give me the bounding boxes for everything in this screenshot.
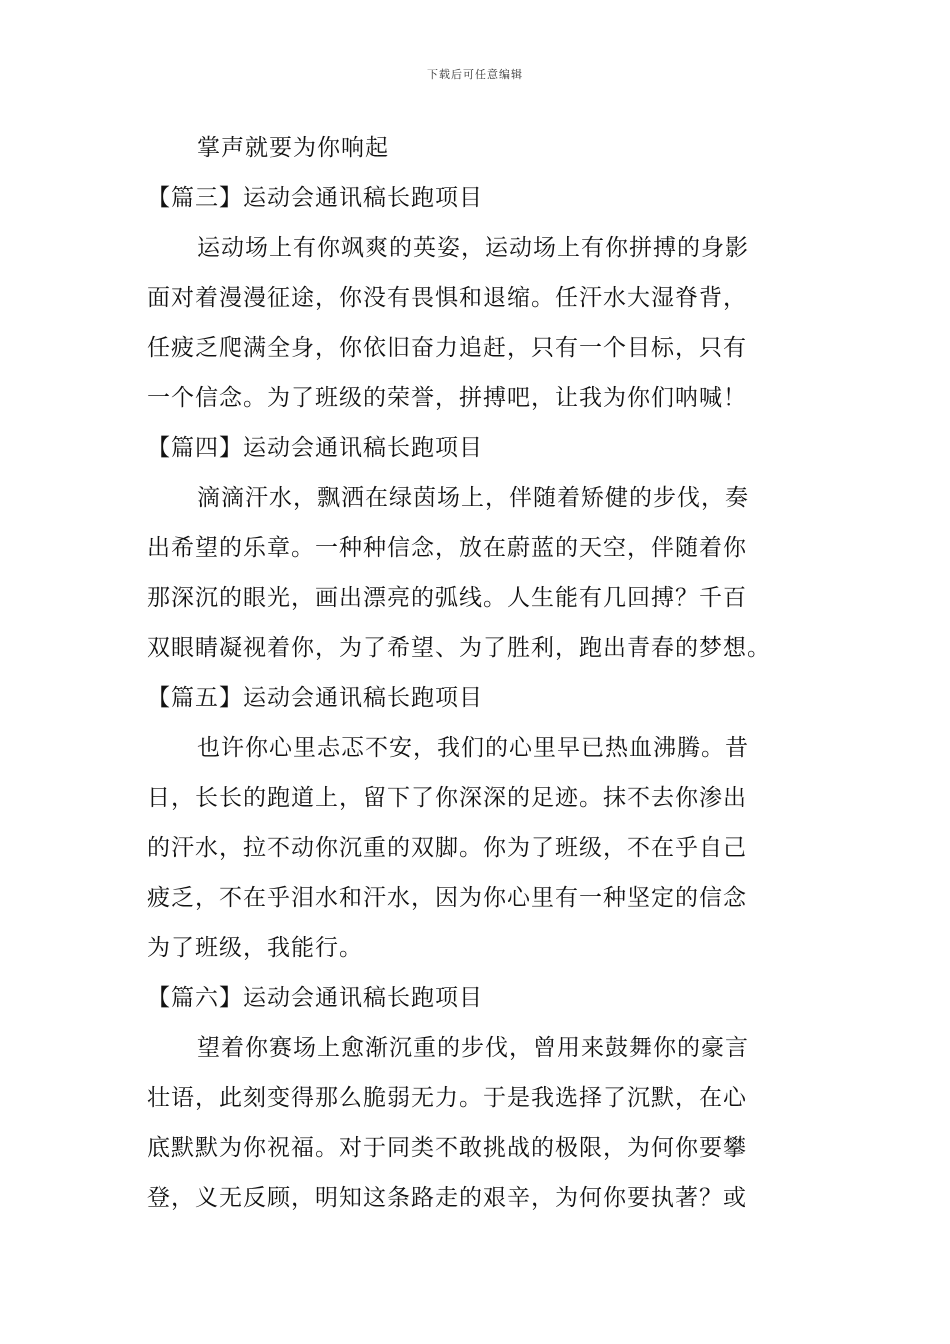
text-line: 那深沉的眼光，画出漂亮的弧线。人生能有几回搏？千百: [147, 585, 747, 611]
text-line: 滴滴汗水，飘洒在绿茵场上，伴随着矫健的步伐，奏: [197, 485, 749, 511]
text-line: 日，长长的跑道上，留下了你深深的足迹。抹不去你渗出: [147, 785, 747, 811]
text-line: 疲乏，不在乎泪水和汗水，因为你心里有一种坚定的信念: [147, 885, 747, 911]
text-line: 也许你心里忐忑不安，我们的心里早已热血沸腾。昔: [197, 735, 749, 761]
text-line: 的汗水，拉不动你沉重的双脚。你为了班级，不在乎自己: [147, 835, 747, 861]
text-line: 掌声就要为你响起: [197, 135, 389, 161]
text-line: 底默默为你祝福。对于同类不敢挑战的极限，为何你要攀: [147, 1135, 747, 1161]
section-heading: 【篇四】运动会通讯稿长跑项目: [147, 435, 483, 461]
page-header: 下载后可任意编辑: [427, 68, 523, 81]
text-line: 双眼睛凝视着你，为了希望、为了胜利，跑出青春的梦想。: [147, 635, 771, 661]
text-line: 为了班级，我能行。: [147, 935, 363, 961]
text-line: 登，义无反顾，明知这条路走的艰辛，为何你要执著？或: [147, 1185, 747, 1211]
text-line: 任疲乏爬满全身，你依旧奋力追赶，只有一个目标，只有: [147, 335, 747, 361]
text-line: 运动场上有你飒爽的英姿，运动场上有你拼搏的身影: [197, 235, 749, 261]
text-line: 一个信念。为了班级的荣誉，拼搏吧，让我为你们呐喊！: [147, 385, 747, 411]
section-heading: 【篇三】运动会通讯稿长跑项目: [147, 185, 483, 211]
section-heading: 【篇五】运动会通讯稿长跑项目: [147, 685, 483, 711]
text-line: 望着你赛场上愈渐沉重的步伐，曾用来鼓舞你的豪言: [197, 1035, 749, 1061]
section-heading: 【篇六】运动会通讯稿长跑项目: [147, 985, 483, 1011]
text-line: 出希望的乐章。一种种信念，放在蔚蓝的天空，伴随着你: [147, 535, 747, 561]
text-line: 壮语，此刻变得那么脆弱无力。于是我选择了沉默，在心: [147, 1085, 747, 1111]
text-line: 面对着漫漫征途，你没有畏惧和退缩。任汗水大湿脊背，: [147, 285, 747, 311]
